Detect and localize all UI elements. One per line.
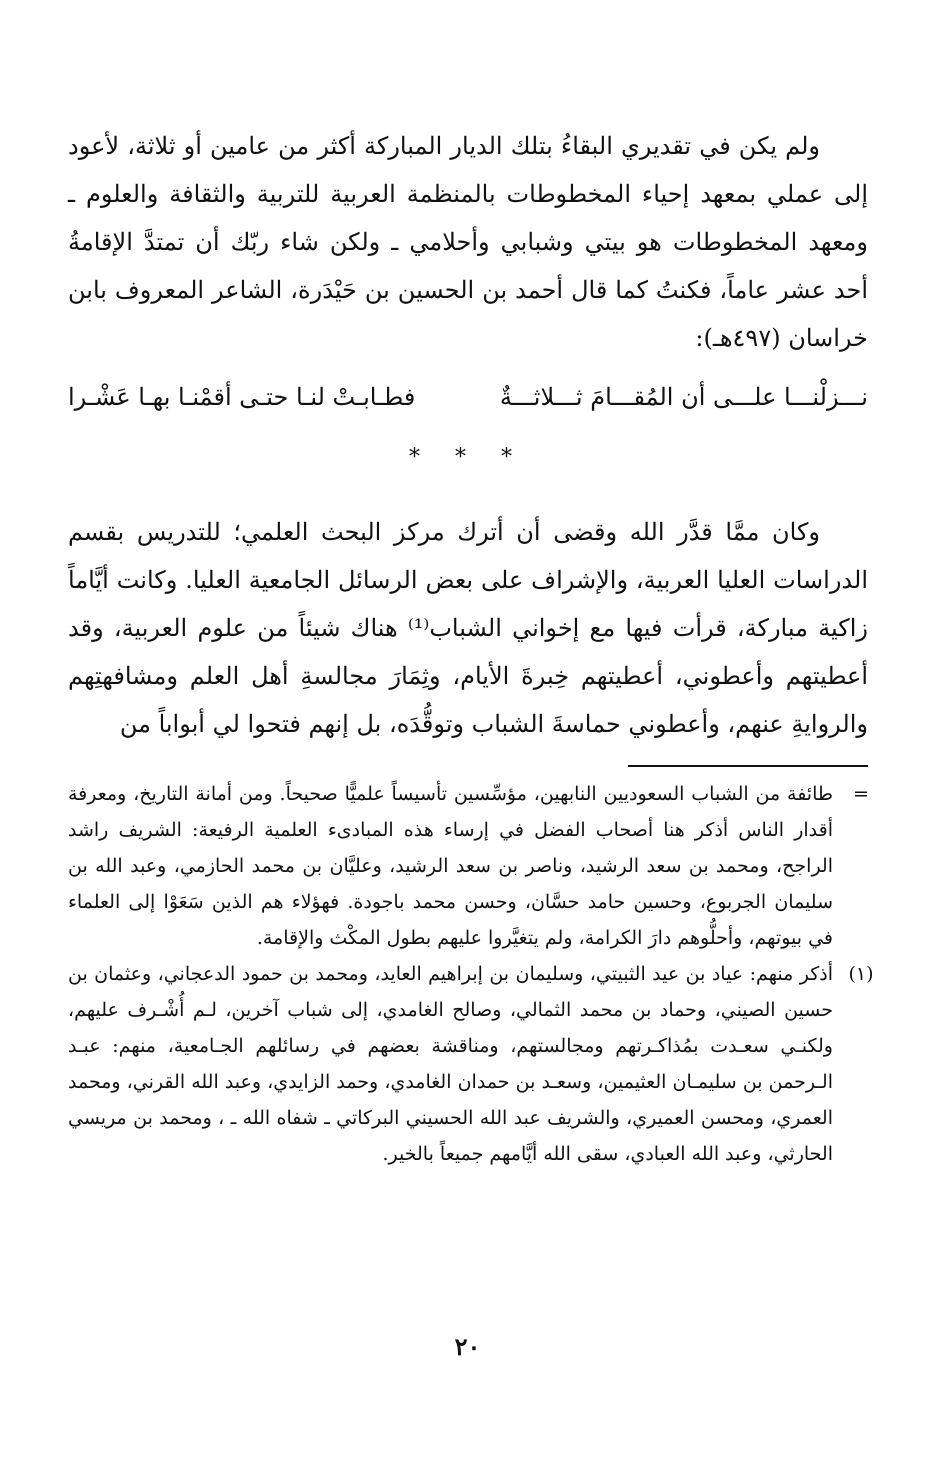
footnote-continuation	[68, 776, 883, 956]
page-number: ٢٠	[454, 1332, 481, 1361]
continuation-marker: =	[853, 783, 869, 805]
verse-first-hemistich: نـــزلْنـــا علـــى أن المُقـــامَ ثـــلاثـــةٌ	[499, 383, 868, 411]
body-paragraph-2: وكان ممَّا قدَّر الله وقضى أن أترك مركز البحث العلمي؛ للتدريس بقسم الدراسات العليا العربية، والإشراف على بعض الرسائل الجامعية العليا. وكانت أيَّاماً زاكية مباركة، قرأت فيها مع إخواني الشباب⁽¹⁾ هناك شيئاً من علوم العربية، وقد أعطيتهم وأعطوني، أعطيتهم خِبرةَ الأيام، وثِمَارَ مجالسةِ أهل العلم ومشافهتِهم والروايةِ عنهم، وأعطوني حماسةَ الشباب وتوقُّدَه، بل إنهم فتحوا لي أبواباً من	[68, 518, 868, 738]
verse-second-hemistich: فطـابـتْ لنـا حتـى أقمْنـا بهـا عَشْـرا	[68, 383, 416, 411]
footnote-1-marker: (١)	[848, 963, 874, 985]
footnote-1	[68, 956, 883, 1172]
footnote-continuation-text: طائفة من الشباب السعوديين النابهين، مؤسِّسين تأسيساً علميًّا صحيحاً. ومن أمانة التاريخ، ومعرفة أقدار الناس أذكر هنا أصحاب الفضل في إرساء هذه المبادىء العلمية الرفيعة: الشريف راشد الراجح، ومحمد بن سعد الرشيد، وناصر بن سعد الرشيد، وعليَّان بن محمد الحازمي، وعبد الله بن سليمان الجربوع، وحسين حامد حسَّان، وحسن محمد باجودة. فهؤلاء هم الذين سَعَوْا إلى العلماء في بيوتهم، وأحلُّوهم دارَ الكرامة، ولم يتغيَّروا عليهم بطول المكْث والإقامة.	[68, 783, 833, 949]
body-paragraph-1: ولم يكن في تقديري البقاءُ بتلك الديار المباركة أكثر من عامين أو ثلاثة، لأعود إلى عملي بمعهد إحياء المخطوطات بالمنظمة العربية للتربية والثقافة والعلوم ـ ومعهد المخطوطات هو بيتي وشبابي وأحلامي ـ ولكن شاء ربّك أن تمتدَّ الإقامةُ أحد عشر عاماً، فكنتُ كما قال أحمد بن الحسين بن حَيْدَرة، الشاعر المعروف بابن خراسان (٤٩٧هـ):	[68, 132, 869, 352]
footnote-divider	[628, 765, 868, 767]
footnotes	[68, 776, 883, 1172]
section-separator: * * *	[409, 445, 526, 470]
poetry-verse	[68, 377, 868, 417]
footnote-1-text: أذكر منهم: عياد بن عيد الثبيتي، وسليمان بن إبراهيم العايد، ومحمد بن حمود الدعجاني، وعثمان بن حسين الصيني، وحماد بن محمد الثمالي، وصالح الغامدي، إلى شباب آخرين، لـم أُشْـرف عليهم، ولكنـي سعـدت بمُذاكـرتهم ومجالستهم، ومناقشة بعضهم في رسائلهم الجـامعية، منهم: عبـد الـرحمن بن سليمـان العثيمين، وسعـد بن حمدان الغامدي، وحمد الزايدي، وعبد الله القرني، ومحمد العمري، ومحسن العميري، والشريف عبد الله الحسيني البركاتي ـ شفاه الله ـ ، ومحمد بن مريسي الحارثي، وعبد الله العبادي، سقى الله أيَّامهم جميعاً بالخير.	[68, 963, 833, 1165]
